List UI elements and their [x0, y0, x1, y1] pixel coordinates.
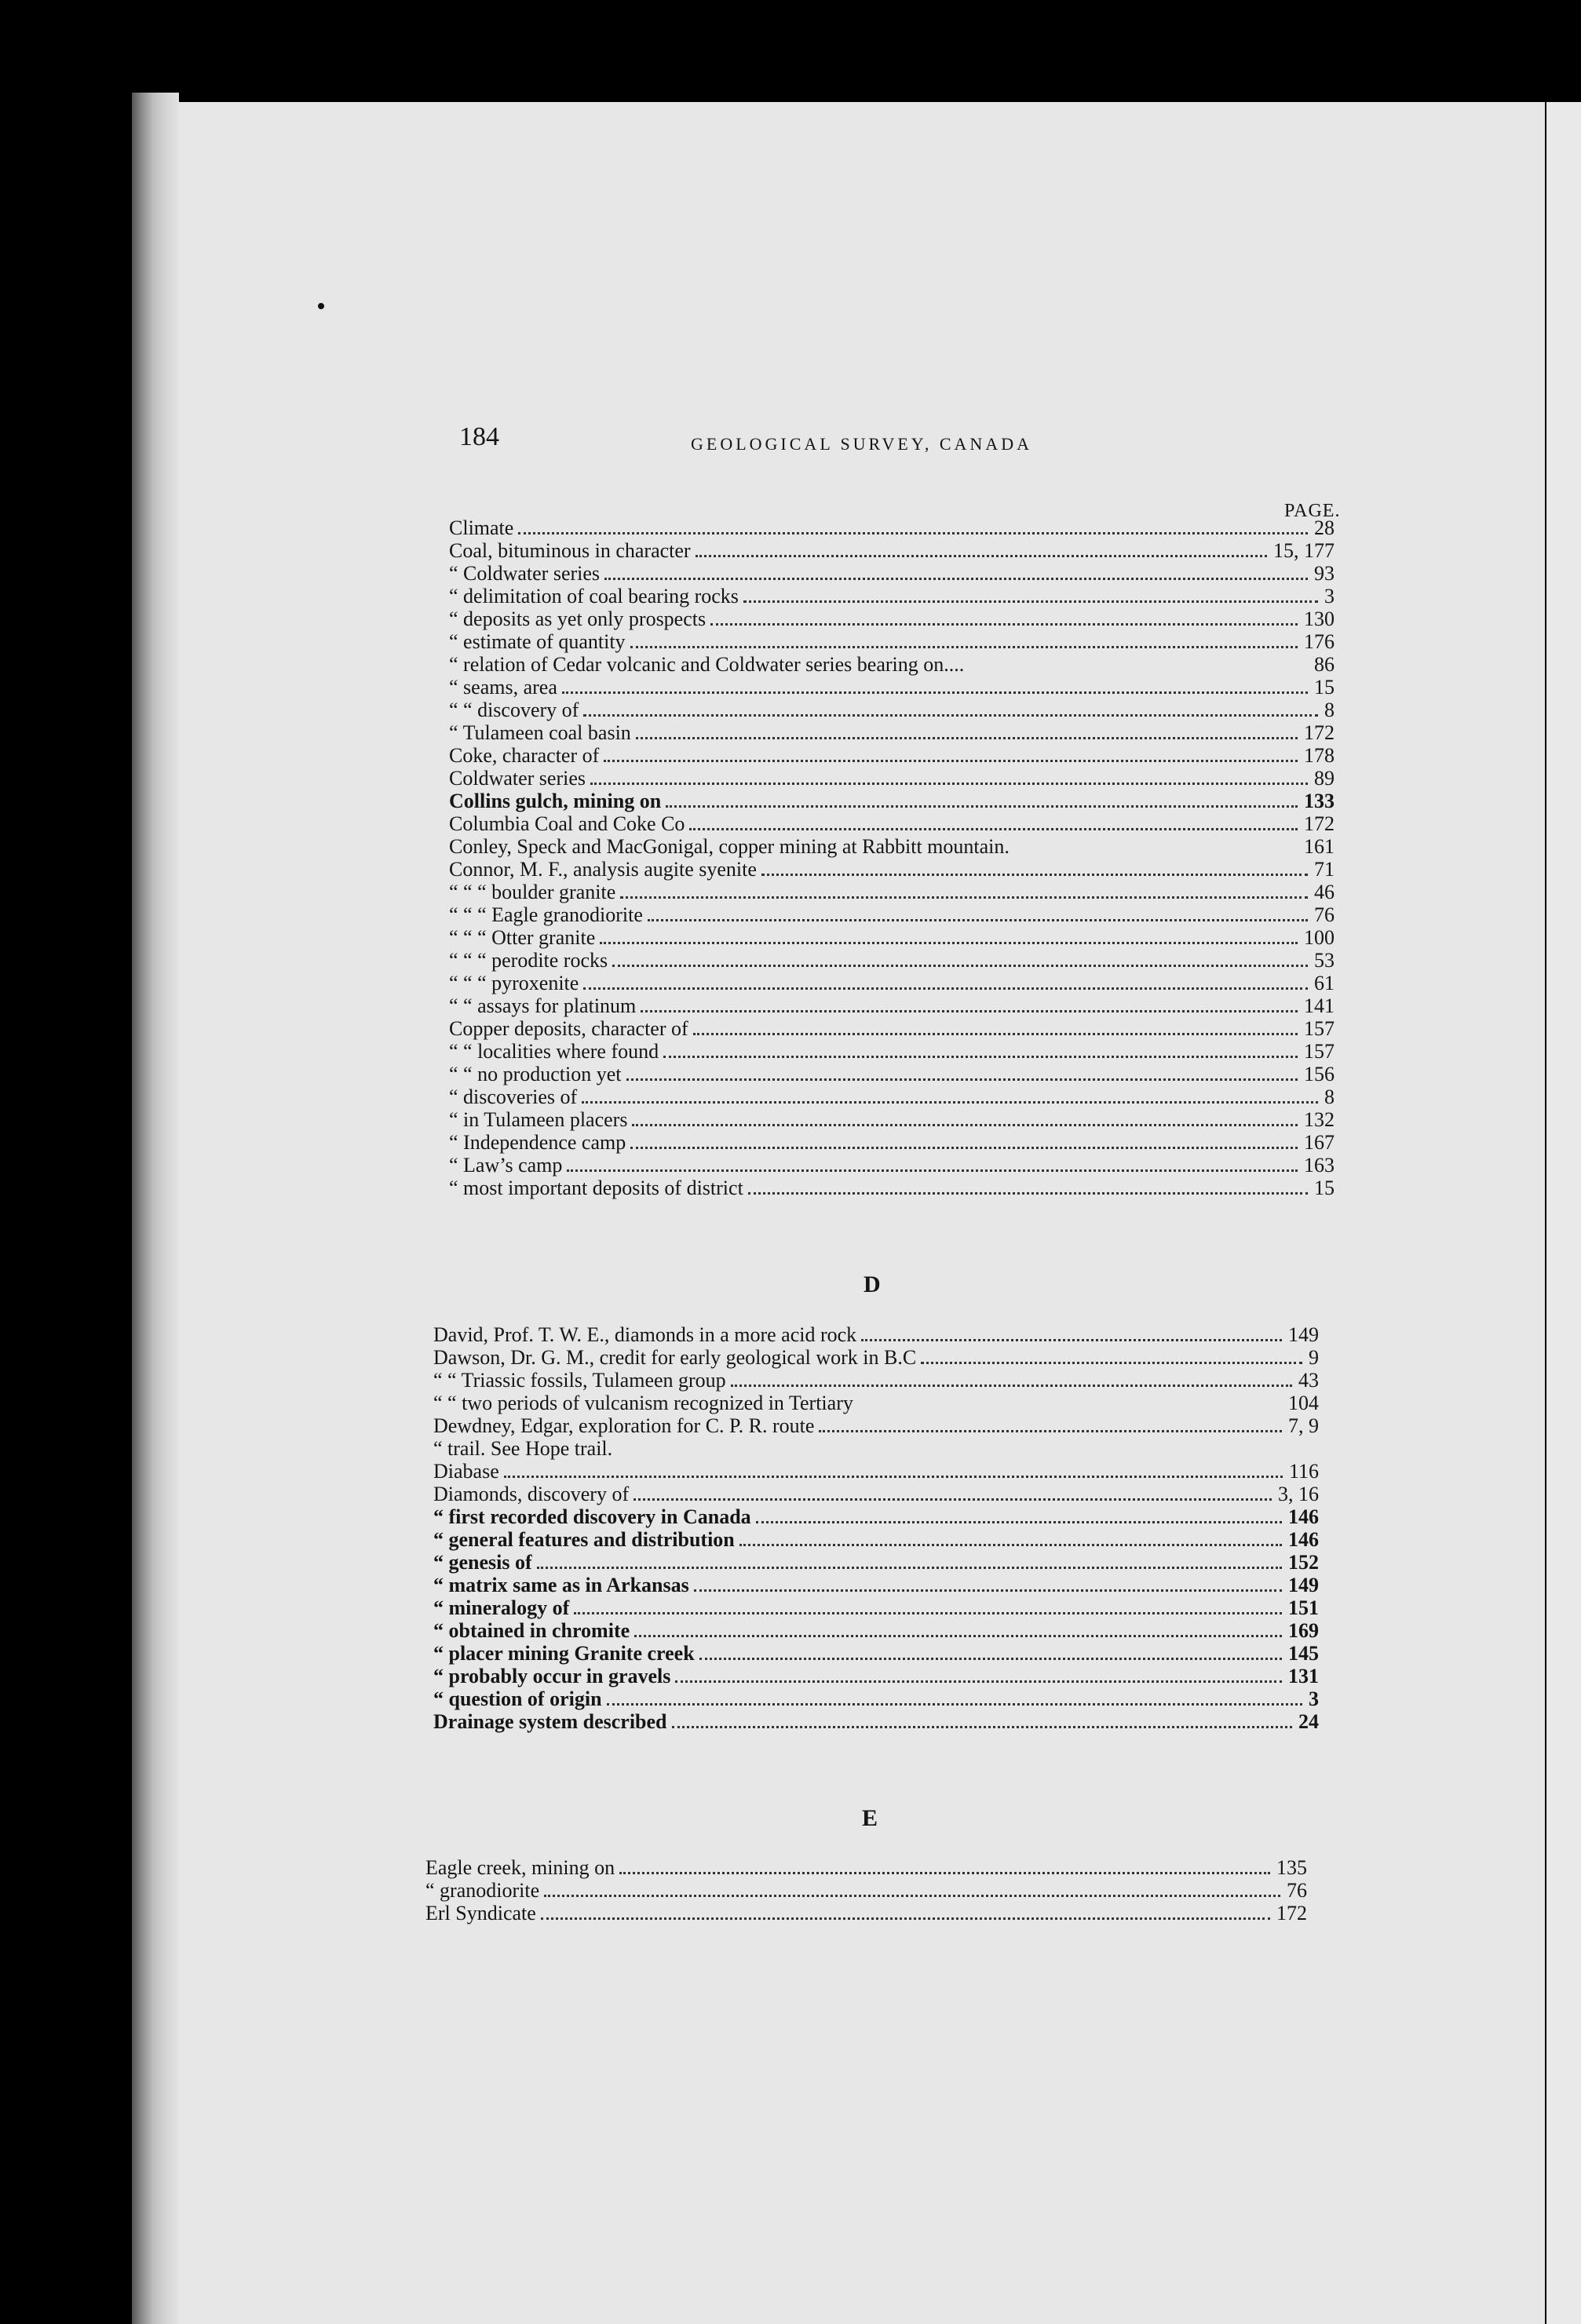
- dot-leader: [672, 1726, 1292, 1728]
- entry-page-ref: 151: [1288, 1596, 1319, 1619]
- ink-speck: [318, 303, 324, 309]
- page-number: 184: [459, 422, 499, 451]
- dot-leader: [634, 1635, 1282, 1637]
- dot-leader: [619, 1872, 1270, 1874]
- entry-page-ref: 176: [1304, 630, 1335, 653]
- entry-page-ref: 15: [1314, 1177, 1335, 1199]
- dot-leader: [600, 942, 1298, 944]
- index-entry: [449, 1063, 1335, 1085]
- dot-leader: [648, 919, 1308, 921]
- entry-page-ref: 43: [1298, 1369, 1319, 1392]
- dot-leader: [607, 1703, 1302, 1706]
- entry-page-ref: 116: [1288, 1460, 1319, 1483]
- entry-text: “ “ two periods of vulcanism recognized in Tertiary: [433, 1392, 853, 1414]
- entry-page-ref: 8: [1324, 1085, 1335, 1108]
- dot-leader: [504, 1476, 1283, 1478]
- dot-leader: [761, 874, 1308, 876]
- index-entry: [433, 1687, 1319, 1710]
- entry-text: Columbia Coal and Coke Co: [449, 812, 685, 835]
- index-entry: [449, 653, 1335, 676]
- entry-text: Diabase: [433, 1460, 499, 1483]
- index-entry: [433, 1710, 1319, 1733]
- entry-page-ref: 104: [1288, 1392, 1319, 1414]
- entry-page-ref: 131: [1288, 1665, 1319, 1687]
- dot-leader: [626, 1078, 1298, 1081]
- dot-leader: [694, 1589, 1282, 1592]
- entry-page-ref: 146: [1288, 1528, 1319, 1551]
- entry-text: “ seams, area: [449, 676, 557, 699]
- index-entry: [449, 1108, 1335, 1131]
- entry-page-ref: 133: [1304, 790, 1335, 812]
- entry-page-ref: 132: [1304, 1108, 1335, 1131]
- index-entry: [433, 1414, 1319, 1437]
- entry-page-ref: 146: [1288, 1505, 1319, 1528]
- index-entry: [449, 903, 1335, 926]
- index-entry: [433, 1665, 1319, 1687]
- entry-text: “ “ no production yet: [449, 1063, 622, 1085]
- entry-page-ref: 93: [1314, 562, 1335, 585]
- dot-leader: [663, 1056, 1298, 1058]
- entry-text: “ “ “ Otter granite: [449, 926, 596, 949]
- index-entry: [449, 516, 1335, 539]
- entry-text: “ “ “ perodite rocks: [449, 949, 608, 972]
- index-entry: [449, 994, 1335, 1017]
- entry-text: “ most important deposits of district: [449, 1177, 743, 1199]
- section-letter-e: E: [862, 1805, 878, 1831]
- dot-leader: [819, 1430, 1282, 1432]
- dot-leader: [604, 578, 1308, 580]
- entry-text: “ first recorded discovery in Canada: [433, 1505, 751, 1528]
- dot-leader: [710, 623, 1298, 626]
- entry-page-ref: 3, 16: [1278, 1483, 1319, 1505]
- index-entry: [433, 1392, 1319, 1414]
- entry-page-ref: 76: [1314, 903, 1335, 926]
- entry-text: Eagle creek, mining on: [425, 1856, 615, 1879]
- index-entry: [449, 699, 1335, 721]
- dot-leader: [537, 1567, 1282, 1569]
- entry-text: Coldwater series: [449, 767, 586, 790]
- entry-text: Coke, character of: [449, 744, 600, 767]
- dot-leader: [583, 714, 1318, 717]
- dot-leader: [689, 828, 1298, 830]
- entry-page-ref: 15: [1314, 676, 1335, 699]
- entry-page-ref: 76: [1287, 1879, 1307, 1902]
- dot-leader: [562, 691, 1308, 694]
- entry-text: “ question of origin: [433, 1687, 602, 1710]
- entry-text: Coal, bituminous in character: [449, 539, 691, 562]
- dot-leader: [696, 555, 1267, 557]
- entry-text: “ delimitation of coal bearing rocks: [449, 585, 739, 607]
- section-letter-d: D: [864, 1271, 881, 1297]
- index-entry: [433, 1551, 1319, 1574]
- index-entry: [449, 539, 1335, 562]
- entry-page-ref: 152: [1288, 1551, 1319, 1574]
- entry-text: David, Prof. T. W. E., diamonds in a more acid rock: [433, 1323, 857, 1346]
- index-entry: [449, 881, 1335, 903]
- entry-page-ref: 161: [1304, 835, 1335, 858]
- entry-text: Collins gulch, mining on: [449, 790, 662, 812]
- entry-text: “ relation of Cedar volcanic and Coldwater series bearing on....: [449, 653, 965, 676]
- entry-page-ref: 9: [1309, 1346, 1319, 1369]
- entry-page-ref: 149: [1288, 1574, 1319, 1596]
- dot-leader: [590, 783, 1308, 785]
- dot-leader: [582, 1101, 1318, 1104]
- entry-text: Connor, M. F., analysis augite syenite: [449, 858, 757, 881]
- entry-page-ref: 149: [1288, 1323, 1319, 1346]
- entry-page-ref: 172: [1276, 1902, 1307, 1925]
- facing-page-edge: [1546, 102, 1581, 2324]
- index-entry: [433, 1619, 1319, 1642]
- page-binding-edge: [132, 93, 179, 2324]
- index-entry: [425, 1856, 1307, 1879]
- entry-text: “ estimate of quantity: [449, 630, 626, 653]
- entry-text: “ “ Triassic fossils, Tulameen group: [433, 1369, 726, 1392]
- entry-page-ref: 28: [1314, 516, 1335, 539]
- entry-page-ref: 163: [1304, 1154, 1335, 1177]
- dot-leader: [632, 1124, 1298, 1126]
- entry-page-ref: 130: [1304, 607, 1335, 630]
- entry-text: Climate: [449, 516, 514, 539]
- entry-page-ref: 141: [1304, 994, 1335, 1017]
- dot-leader: [921, 1362, 1302, 1364]
- page-column-label: PAGE.: [1284, 501, 1341, 521]
- running-head: GEOLOGICAL SURVEY, CANADA: [691, 434, 1032, 454]
- entry-page-ref: 172: [1304, 812, 1335, 835]
- entry-text: Copper deposits, character of: [449, 1017, 688, 1040]
- index-entry: [449, 1017, 1335, 1040]
- entry-page-ref: 46: [1314, 881, 1335, 903]
- dot-leader: [756, 1521, 1282, 1523]
- entry-page-ref: 24: [1298, 1710, 1319, 1733]
- index-entry: [433, 1369, 1319, 1392]
- entry-text: “ probably occur in gravels: [433, 1665, 671, 1687]
- entry-page-ref: 15, 177: [1273, 539, 1335, 562]
- entry-text: Dewdney, Edgar, exploration for C. P. R. route: [433, 1414, 815, 1437]
- entry-text: “ “ “ pyroxenite: [449, 972, 579, 994]
- entry-text: Drainage system described: [433, 1710, 667, 1733]
- entry-text: “ deposits as yet only prospects: [449, 607, 707, 630]
- entry-text: “ mineralogy of: [433, 1596, 570, 1619]
- entry-text: “ Coldwater series: [449, 562, 601, 585]
- index-entry: [449, 972, 1335, 994]
- entry-text: “ granodiorite: [425, 1879, 540, 1902]
- index-entry: [425, 1902, 1307, 1925]
- index-entry: [433, 1505, 1319, 1528]
- index-entry: [449, 926, 1335, 949]
- entry-text: “ Law’s camp: [449, 1154, 563, 1177]
- dot-leader: [574, 1612, 1282, 1614]
- entry-text: “ Tulameen coal basin: [449, 721, 631, 744]
- index-entry: [433, 1574, 1319, 1596]
- dot-leader: [641, 1010, 1298, 1012]
- entry-text: “ “ assays for platinum: [449, 994, 637, 1017]
- entry-page-ref: 156: [1304, 1063, 1335, 1085]
- index-entry: [449, 630, 1335, 653]
- entry-page-ref: 3: [1309, 1687, 1319, 1710]
- index-entry: [449, 721, 1335, 744]
- dot-leader: [567, 1169, 1298, 1172]
- index-entry: [449, 790, 1335, 812]
- index-entry: [449, 1154, 1335, 1177]
- dot-leader: [541, 1917, 1270, 1920]
- index-entry: [449, 1085, 1335, 1108]
- entry-text: “ general features and distribution: [433, 1528, 735, 1551]
- dot-leader: [693, 1033, 1298, 1035]
- entry-page-ref: 157: [1304, 1040, 1335, 1063]
- entry-page-ref: 53: [1314, 949, 1335, 972]
- index-entry: [449, 767, 1335, 790]
- dot-leader: [861, 1339, 1282, 1341]
- entry-text: “ Independence camp: [449, 1131, 626, 1154]
- index-entry: [449, 607, 1335, 630]
- index-entry: [433, 1437, 1319, 1460]
- entry-page-ref: 8: [1324, 699, 1335, 721]
- entry-text: Conley, Speck and MacGonigal, copper mining at Rabbitt mountain.: [449, 835, 1010, 858]
- index-entry: [449, 585, 1335, 607]
- index-entry: [425, 1879, 1307, 1902]
- entry-page-ref: 157: [1304, 1017, 1335, 1040]
- dot-leader: [620, 896, 1308, 899]
- entry-text: “ in Tulameen placers: [449, 1108, 628, 1131]
- entry-text: “ trail. See Hope trail.: [433, 1437, 613, 1460]
- dot-leader: [583, 987, 1308, 990]
- index-entry: [433, 1528, 1319, 1551]
- dot-leader: [636, 737, 1298, 739]
- index-entry: [433, 1642, 1319, 1665]
- dot-leader: [699, 1658, 1282, 1660]
- index-entry: [449, 676, 1335, 699]
- dot-leader: [743, 600, 1318, 603]
- entry-page-ref: 145: [1288, 1642, 1319, 1665]
- dot-leader: [675, 1680, 1282, 1683]
- entry-text: “ “ “ Eagle granodiorite: [449, 903, 643, 926]
- entry-page-ref: 3: [1324, 585, 1335, 607]
- dot-leader: [630, 646, 1298, 648]
- entry-text: Dawson, Dr. G. M., credit for early geological work in B.C: [433, 1346, 917, 1369]
- entry-page-ref: 71: [1314, 858, 1335, 881]
- dot-leader: [612, 965, 1308, 967]
- index-entry: [449, 1177, 1335, 1199]
- entry-page-ref: 89: [1314, 767, 1335, 790]
- dot-leader: [731, 1385, 1292, 1387]
- entry-text: Erl Syndicate: [425, 1902, 536, 1925]
- index-entry: [449, 1040, 1335, 1063]
- entry-text: “ matrix same as in Arkansas: [433, 1574, 689, 1596]
- entry-page-ref: 167: [1304, 1131, 1335, 1154]
- entry-text: “ “ localities where found: [449, 1040, 659, 1063]
- entry-text: “ “ “ boulder granite: [449, 881, 616, 903]
- index-entry: [433, 1596, 1319, 1619]
- index-entry: [449, 562, 1335, 585]
- dot-leader: [739, 1544, 1282, 1546]
- dot-leader: [544, 1895, 1280, 1897]
- dot-leader: [666, 805, 1298, 808]
- entry-page-ref: 100: [1304, 926, 1335, 949]
- entry-text: “ discoveries of: [449, 1085, 578, 1108]
- index-entry: [433, 1460, 1319, 1483]
- index-entry: [433, 1483, 1319, 1505]
- entry-text: “ “ discovery of: [449, 699, 579, 721]
- entry-page-ref: 135: [1276, 1856, 1307, 1879]
- entry-page-ref: 86: [1314, 653, 1335, 676]
- index-entry: [449, 949, 1335, 972]
- entry-text: “ placer mining Granite creek: [433, 1642, 695, 1665]
- index-entry: [449, 858, 1335, 881]
- entry-page-ref: 169: [1288, 1619, 1319, 1642]
- index-entry: [433, 1323, 1319, 1346]
- dot-leader: [633, 1498, 1272, 1501]
- entry-text: “ obtained in chromite: [433, 1619, 630, 1642]
- entry-page-ref: 172: [1304, 721, 1335, 744]
- entry-page-ref: 7, 9: [1288, 1414, 1319, 1437]
- dot-leader: [604, 760, 1298, 762]
- dot-leader: [518, 532, 1308, 534]
- index-entry: [449, 1131, 1335, 1154]
- index-entry: [449, 744, 1335, 767]
- entry-text: “ genesis of: [433, 1551, 532, 1574]
- entry-page-ref: 178: [1304, 744, 1335, 767]
- index-entry: [449, 812, 1335, 835]
- entry-text: Diamonds, discovery of: [433, 1483, 630, 1505]
- index-entry: [433, 1346, 1319, 1369]
- dot-leader: [748, 1192, 1308, 1195]
- index-entry: [449, 835, 1335, 858]
- entry-page-ref: 61: [1314, 972, 1335, 994]
- dot-leader: [630, 1147, 1298, 1149]
